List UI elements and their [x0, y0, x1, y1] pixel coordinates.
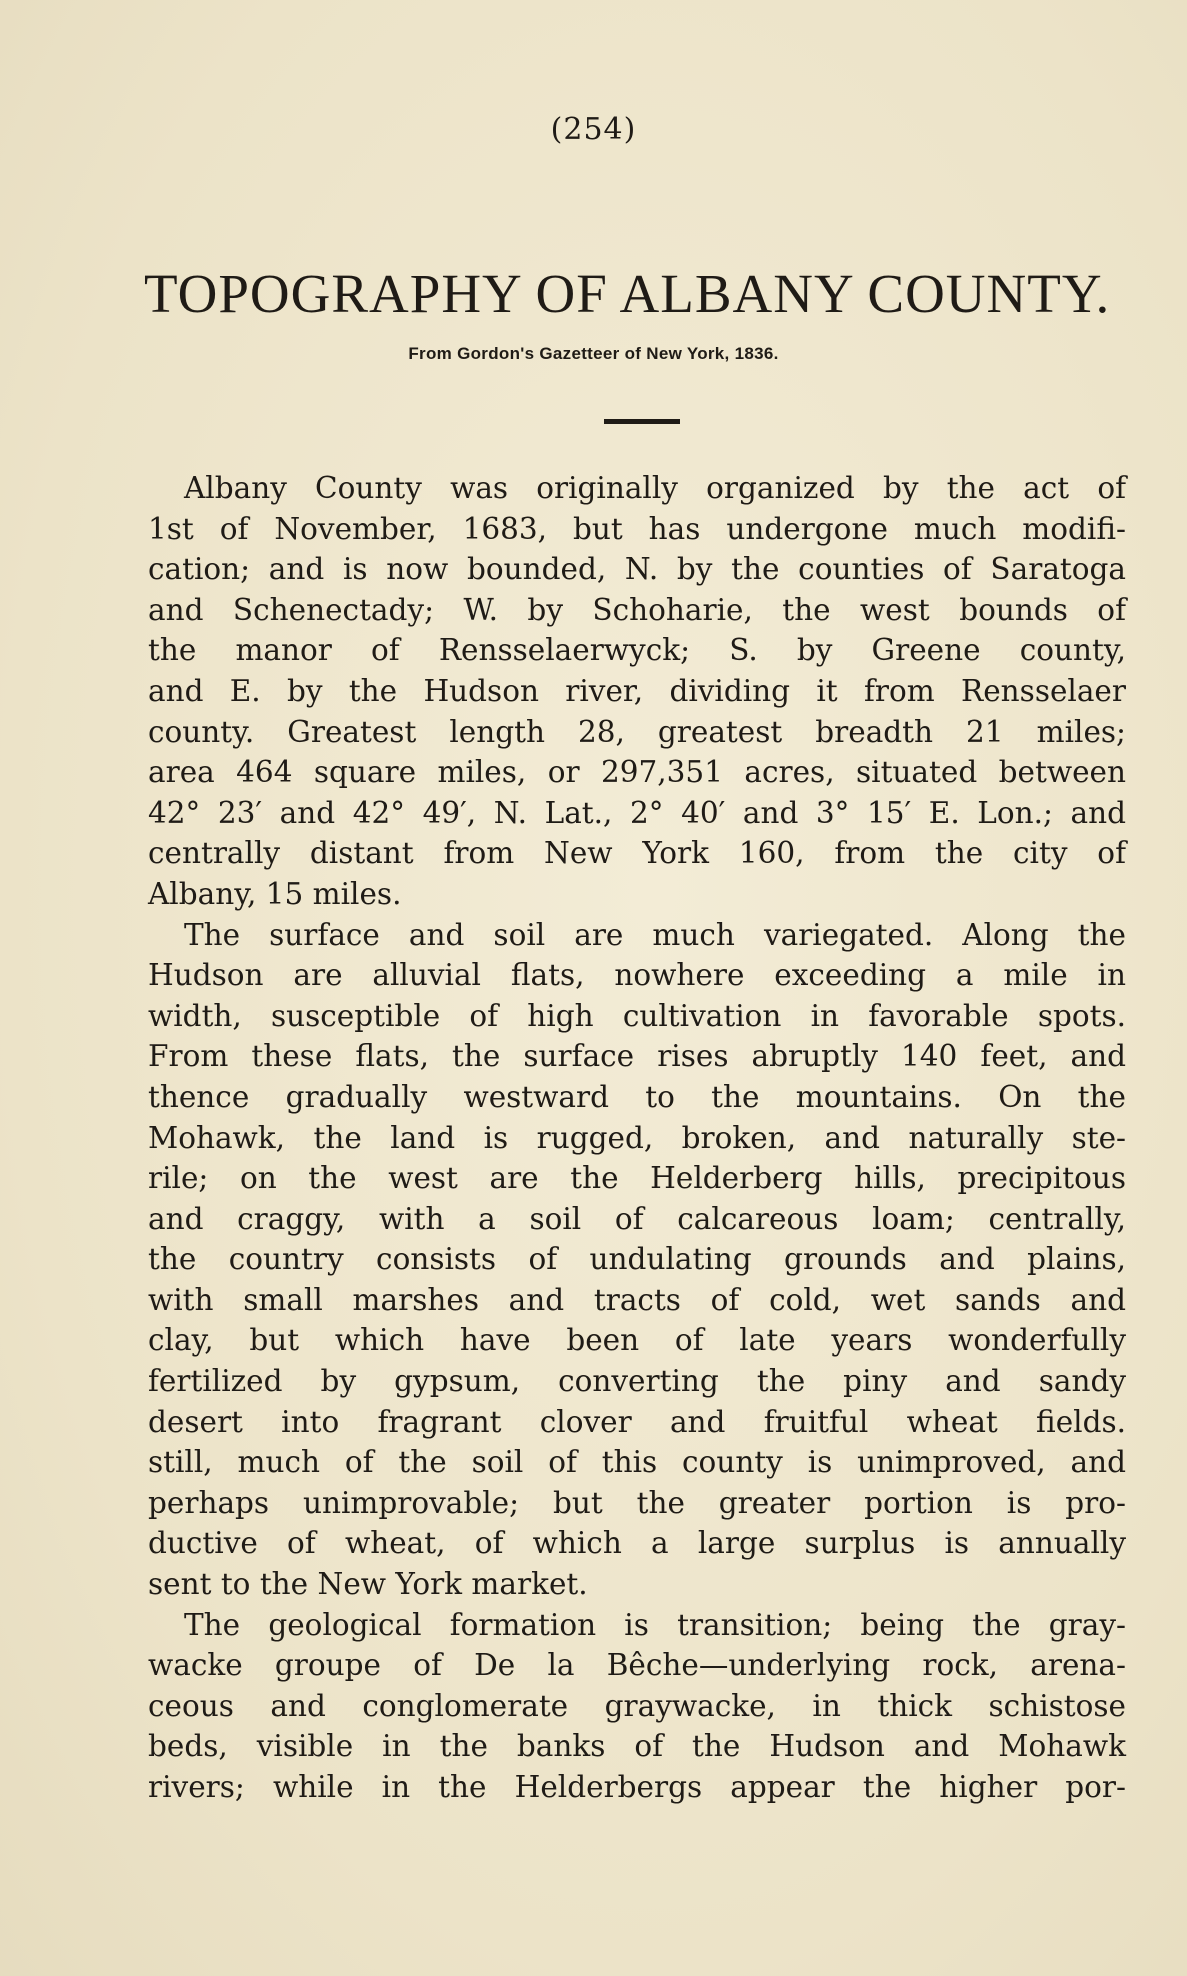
- text-line: rivers; while in the Helderbergs appear the higher por-: [148, 1770, 1126, 1804]
- text-line: rile; on the west are the Helderberg hills, precipitous: [148, 1161, 1126, 1196]
- page-title: TOPOGRAPHY OF ALBANY COUNTY.: [144, 263, 1111, 324]
- text-line: thence gradually westward to the mountains. On the: [148, 1079, 1126, 1114]
- text-line: fertilized by gypsum, converting the piny and sandy: [148, 1364, 1126, 1399]
- text-line: desert into fragrant clover and fruitful wheat fields.: [148, 1404, 1126, 1439]
- text-line: 42° 23′ and 42° 49′, N. Lat., 2° 40′ and 3° 15′ E. Lon.; and: [148, 795, 1126, 830]
- text-line: with small marshes and tracts of cold, wet sands and: [148, 1282, 1126, 1317]
- text-line: Mohawk, the land is rugged, broken, and naturally ste-: [148, 1120, 1126, 1155]
- text-line: From these flats, the surface rises abruptly 140 feet, and: [148, 1039, 1126, 1074]
- text-line: perhaps unimprovable; but the greater portion is pro-: [148, 1485, 1126, 1520]
- text-line: wacke groupe of De la Bêche—underlying rock, arena-: [148, 1648, 1126, 1683]
- text-line: The surface and soil are much variegated. Along the: [184, 917, 1126, 952]
- text-line: ductive of wheat, of which a large surplus is annually: [148, 1526, 1126, 1561]
- text-line: Hudson are alluvial flats, nowhere exceeding a mile in: [148, 958, 1126, 993]
- text-line: width, susceptible of high cultivation in favorable spots.: [148, 998, 1126, 1033]
- text-line: centrally distant from New York 160, from the city of: [148, 836, 1126, 871]
- text-line: the country consists of undulating grounds and plains,: [148, 1242, 1126, 1277]
- text-line: sent to the New York market.: [148, 1567, 588, 1602]
- body-text: [148, 468, 1126, 1808]
- text-line: clay, but which have been of late years wonderfully: [148, 1323, 1126, 1358]
- text-line: county. Greatest length 28, greatest breadth 21 miles;: [148, 714, 1126, 749]
- text-line: and Schenectady; W. by Schoharie, the west bounds of: [148, 592, 1126, 627]
- text-line: The geological formation is transition; being the gray-: [184, 1607, 1126, 1642]
- text-line: 1st of November, 1683, but has undergone much modifi-: [148, 511, 1126, 546]
- text-line: the manor of Rensselaerwyck; S. by Greene county,: [148, 633, 1126, 668]
- text-line: and E. by the Hudson river, dividing it from Rensselaer: [148, 673, 1126, 708]
- text-line: beds, visible in the banks of the Hudson and Mohawk: [148, 1729, 1126, 1764]
- source-subtitle: From Gordon's Gazetteer of New York, 1836.: [408, 344, 779, 363]
- text-line: Albany County was originally organized by the act of: [184, 471, 1126, 505]
- text-line: and craggy, with a soil of calcareous loam; centrally,: [148, 1201, 1126, 1236]
- page-number: (254): [550, 112, 637, 147]
- title-rule: [604, 419, 680, 424]
- text-line: area 464 square miles, or 297,351 acres, situated between: [148, 755, 1126, 790]
- text-line: ceous and conglomerate graywacke, in thick schistose: [148, 1688, 1126, 1723]
- text-line: Albany, 15 miles.: [148, 876, 402, 911]
- text-line: still, much of the soil of this county is unimproved, and: [148, 1445, 1126, 1480]
- text-line: cation; and is now bounded, N. by the counties of Saratoga: [148, 552, 1126, 587]
